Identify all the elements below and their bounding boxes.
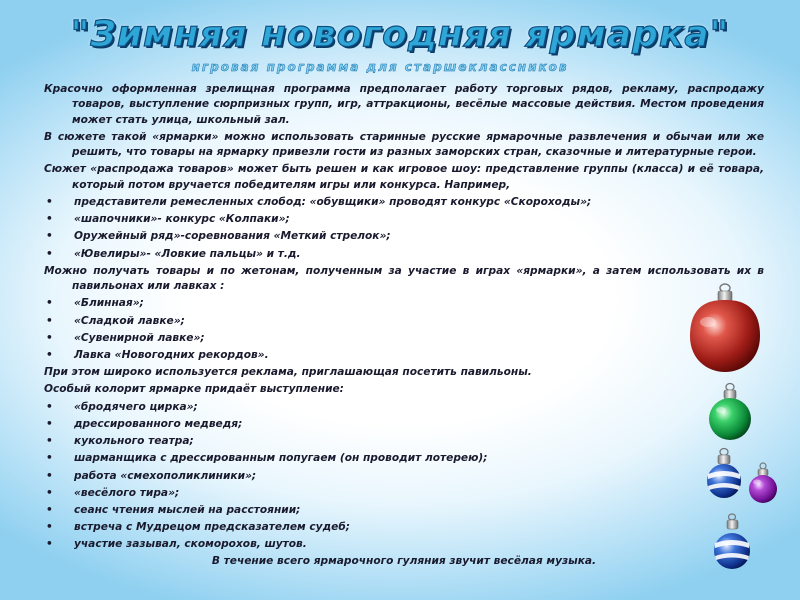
bullet-icon: •: [46, 435, 53, 448]
list-item: • Оружейный ряд»-соревнования «Меткий стрелок»;: [44, 229, 764, 244]
list-item: • «Блинная»;: [44, 296, 764, 311]
list-item: • представители ремесленных слобод: «обувщики» проводят конкурс «Скороходы»;: [44, 195, 764, 210]
list-item: • встреча с Мудрецом предсказателем судеб;: [44, 520, 764, 535]
list-item: • «Сладкой лавке»;: [44, 314, 764, 329]
paragraph-plot: В сюжете такой «ярмарки» можно использовать старинные русские ярмарочные развлечения и обычаи или же решить, что товары на ярмарку привезли гости из разных заморских стран, сказочные и литературные герои.: [44, 130, 764, 159]
slide-subtitle: игровая программа для старшеклассников: [191, 60, 569, 74]
list-item: • сеанс чтения мыслей на расстоянии;: [44, 503, 764, 518]
list-item: • кукольного театра;: [44, 434, 764, 449]
list-item: • Лавка «Новогодних рекордов».: [44, 348, 764, 363]
bullet-icon: •: [46, 469, 53, 482]
paragraph-tokens: Можно получать товары и по жетонам, полученным за участие в играх «ярмарки», а затем использовать их в павильонах или лавках :: [44, 264, 764, 293]
bullet-icon: •: [46, 196, 53, 209]
list-item: • «Сувенирной лавке»;: [44, 331, 764, 346]
list-item: • «бродячего цирка»;: [44, 400, 764, 415]
bullet-icon: •: [46, 297, 53, 310]
bullet-icon: •: [46, 486, 53, 499]
bullet-icon: •: [46, 331, 53, 344]
list-pavilions: [44, 296, 764, 363]
list-item: • дрессированного медведя;: [44, 417, 764, 432]
list-item: • «шапочники»- конкурс «Колпаки»;: [44, 212, 764, 227]
paragraph-show: Сюжет «распродажа товаров» может быть решен и как игровое шоу: представление группы (класса) и её товара, который потом вручается победителям игры или конкурса. Например,: [44, 163, 764, 191]
slide-title: "Зимняя новогодняя ярмарка": [70, 14, 730, 55]
paragraph-advertising: При этом широко используется реклама, приглашающая посетить павильоны.: [44, 366, 532, 379]
bullet-icon: •: [46, 521, 53, 534]
paragraph-music: В течение всего ярмарочного гуляния звучит весёлая музыка.: [211, 555, 597, 568]
bullet-icon: •: [46, 230, 53, 243]
bullet-icon: •: [46, 417, 53, 430]
bullet-icon: •: [46, 247, 53, 260]
bullet-icon: •: [46, 348, 53, 361]
paragraph-intro: Красочно оформленная зрелищная программа предполагает работу торговых рядов, рекламу, распродажу товаров, выступление сюрпризных групп, игр, аттракционы, весёлые массовые действия. Местом проведения может стать улица, школьный зал.: [44, 83, 764, 126]
list-item: • шарманщика с дрессированным попугаем (он проводит лотерею);: [44, 451, 764, 466]
list-item: • «весёлого тира»;: [44, 486, 764, 501]
bullet-icon: •: [46, 503, 53, 516]
bullet-icon: •: [46, 538, 53, 551]
slide-body: [44, 82, 764, 572]
bullet-icon: •: [46, 314, 53, 327]
paragraph-performance: Особый колорит ярмарке придаёт выступление:: [44, 383, 344, 396]
bullet-icon: •: [46, 452, 53, 465]
list-item: • работа «смехополиклиники»;: [44, 469, 764, 484]
bullet-icon: •: [46, 400, 53, 413]
list-item: • «Ювелиры»- «Ловкие пальцы» и т.д.: [44, 247, 764, 262]
list-guilds: [44, 195, 764, 262]
bullet-icon: •: [46, 213, 53, 226]
list-performances: [44, 400, 764, 553]
list-item: • участие зазывал, скоморохов, шутов.: [44, 537, 764, 552]
